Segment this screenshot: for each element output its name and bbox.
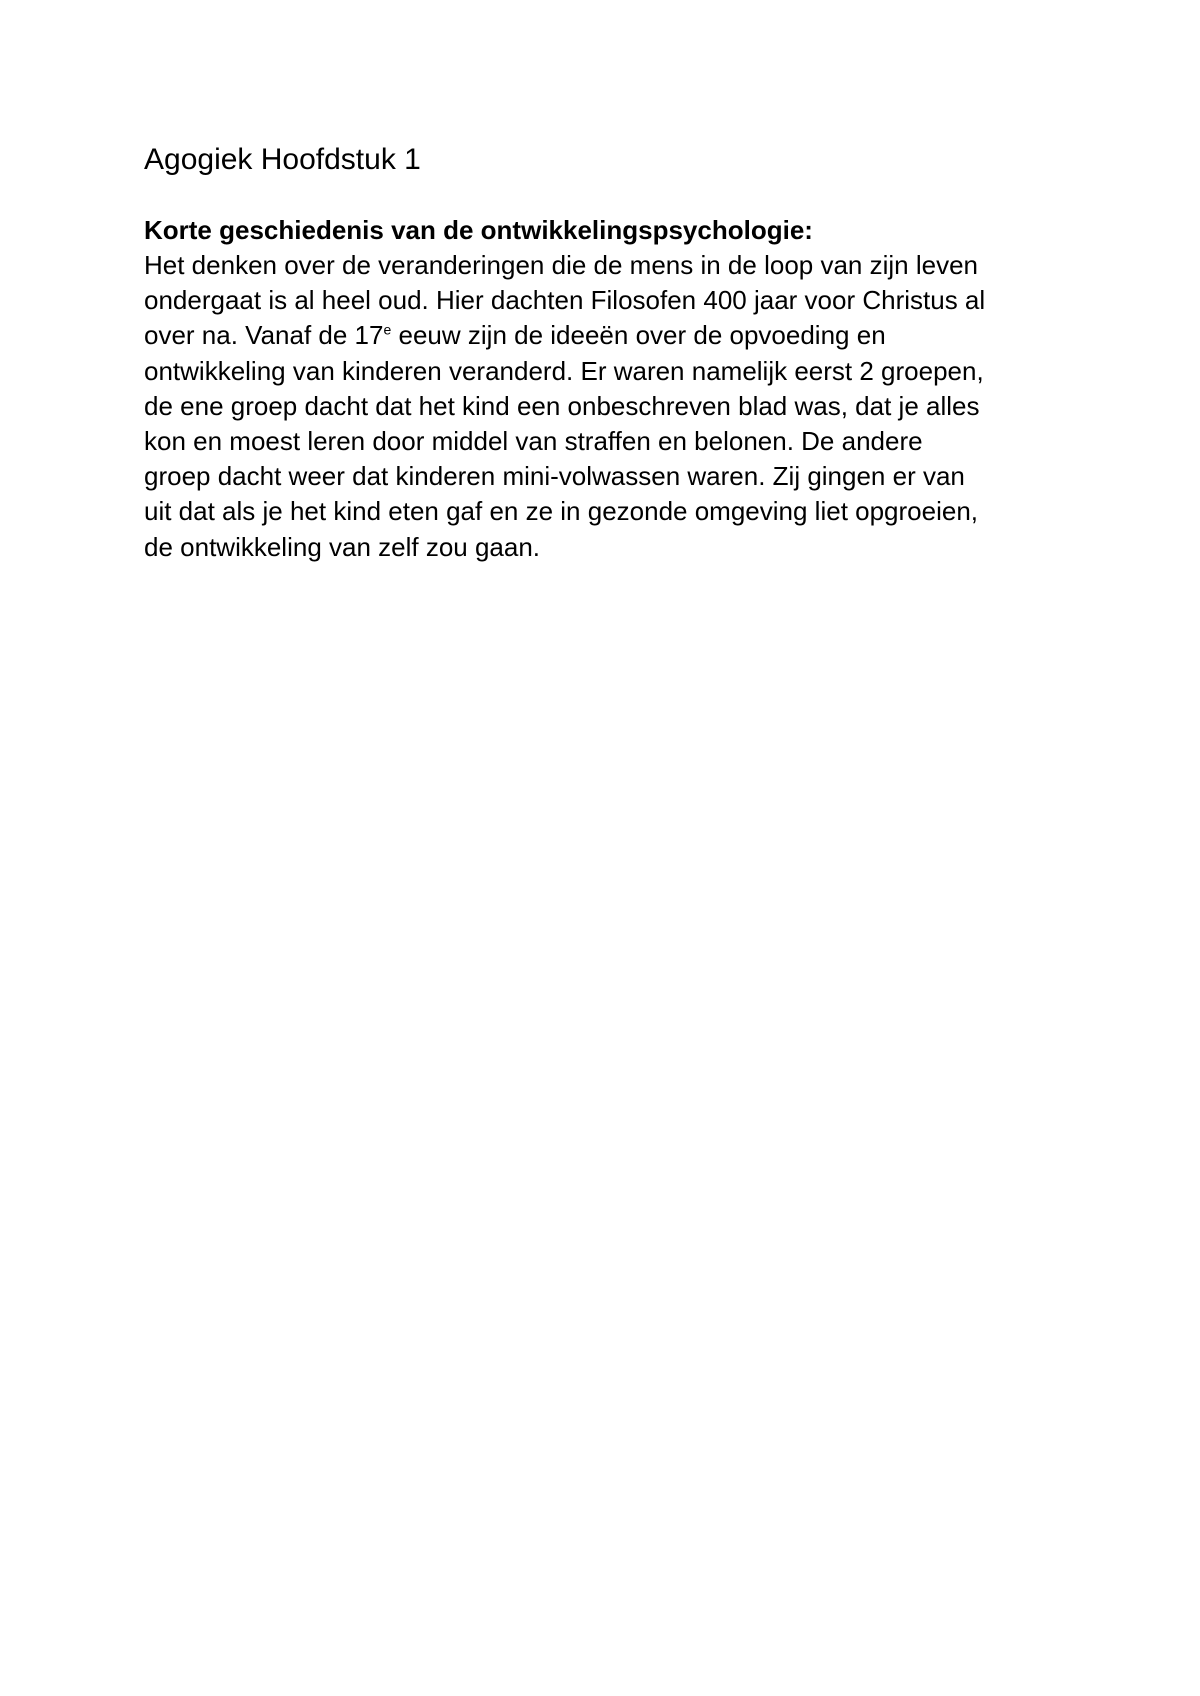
body-line: Het denken over de veranderingen die de mens in de loop van zijn leven [144, 250, 978, 280]
document-title: Agogiek Hoofdstuk 1 [144, 143, 421, 176]
body-line-part: eeuw zijn de ideeën over de opvoeding en [391, 320, 886, 351]
section-body [144, 248, 1074, 565]
section-heading: Korte geschiedenis van de ontwikkelingspsychologie: [144, 215, 813, 245]
body-line: de ene groep dacht dat het kind een onbeschreven blad was, dat je alles [144, 390, 980, 421]
ordinal-superscript: e [383, 321, 392, 338]
body-line: groep dacht weer dat kinderen mini-volwassen waren. Zij gingen er van [144, 461, 965, 492]
body-line: uit dat als je het kind eten gaf en ze in gezonde omgeving liet opgroeien, [144, 496, 979, 527]
body-line-part: over na. Vanaf de 17 [144, 320, 384, 351]
body-line: kon en moest leren door middel van straffen en belonen. De andere [144, 426, 923, 457]
body-line: ontwikkeling van kinderen veranderd. Er waren namelijk eerst 2 groepen, [144, 355, 984, 386]
body-line [144, 318, 1074, 353]
document-content [144, 142, 1074, 565]
body-line: de ontwikkeling van zelf zou gaan. [144, 531, 541, 562]
body-line: ondergaat is al heel oud. Hier dachten Filosofen 400 jaar voor Christus al [144, 285, 986, 316]
